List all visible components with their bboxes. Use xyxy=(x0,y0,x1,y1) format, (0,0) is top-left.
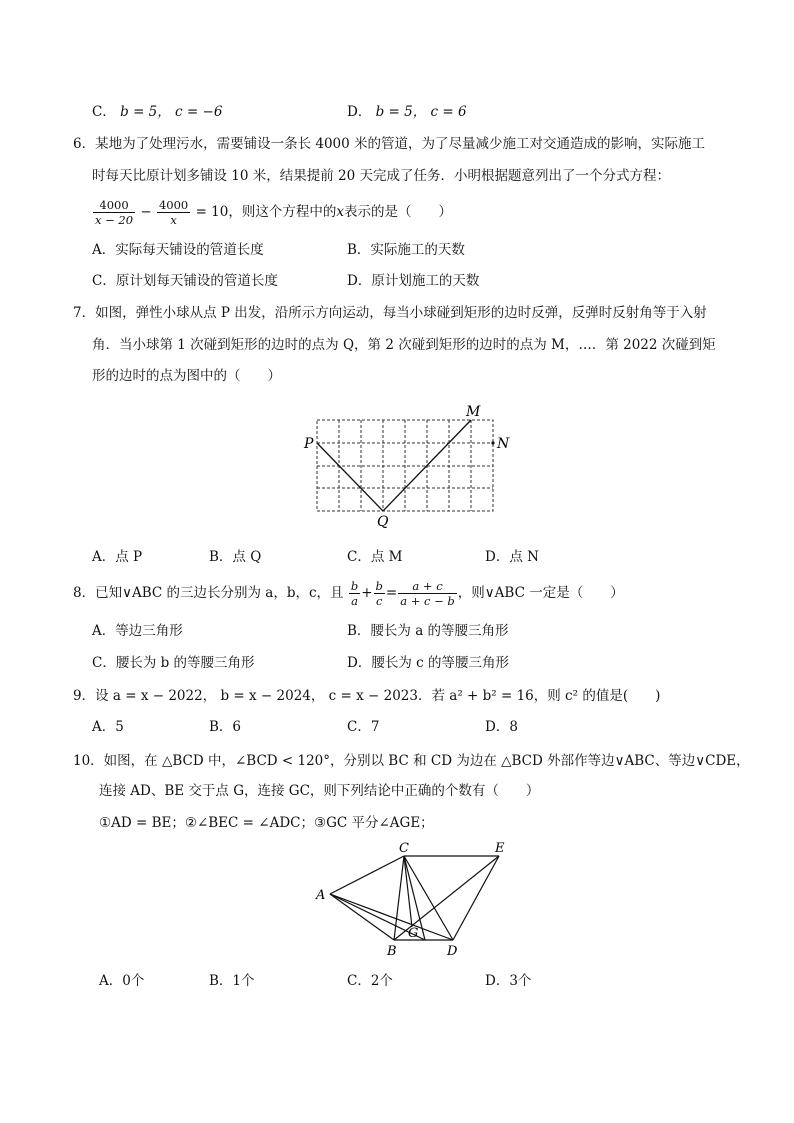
q6-option-d: D．原计划施工的天数 xyxy=(347,273,480,289)
q8-fraction-1 xyxy=(349,579,360,608)
q6-fraction-2-den: x xyxy=(170,213,177,227)
q6-fraction-1-den: x − 20 xyxy=(95,213,134,227)
q10-statements: ①AD = BE；②∠BEC = ∠ADC；③GC 平分∠AGE； xyxy=(99,815,434,831)
q8-stem-part2: ，则∨ABC 一定是（ ） xyxy=(457,585,624,601)
q7-label-q: Q xyxy=(377,514,389,530)
q8-stem-part1: 8．已知∨ABC 的三边长分别为 a，b，c，且 xyxy=(73,585,344,601)
q8-fraction-2-den: c xyxy=(376,594,383,608)
q8-fraction-1-num: b xyxy=(350,579,359,593)
q8-equals: = xyxy=(385,585,398,601)
q10-label-a: A xyxy=(316,888,326,903)
q6-option-a: A．实际每天铺设的管道长度 xyxy=(92,242,264,258)
q9-option-d: D．8 xyxy=(485,719,518,735)
q6-fraction-2 xyxy=(157,198,190,227)
q7-label-p: P xyxy=(304,436,314,452)
q5-option-c xyxy=(92,102,222,122)
q8-fraction-3 xyxy=(398,579,457,608)
q5-option-d xyxy=(347,102,467,122)
q7-stem-line1: 7．如图，弹性小球从点 P 出发，沿所示方向运动，每当小球碰到矩形的边时反弹，反弹时反射角等于入射 xyxy=(73,305,707,321)
q7-stem-line2: 角．当小球第 1 次碰到矩形的边时的点为 Q，第 2 次碰到矩形的边时的点为 M，…．第 2022 次碰到矩 xyxy=(92,337,716,353)
q9-option-c: C．7 xyxy=(347,719,380,735)
q5-option-d-letter: D． xyxy=(347,104,372,120)
q9-option-a: A．5 xyxy=(92,719,124,735)
q7-point-n-dot xyxy=(491,441,494,444)
q8-fraction-2-num: b xyxy=(375,579,383,593)
q7-label-n: N xyxy=(497,436,510,452)
q10-label-b: B xyxy=(387,944,397,959)
q7-option-a: A．点 P xyxy=(92,549,143,565)
q7-option-d: D．点 N xyxy=(485,549,539,565)
q6-stem-line1: 6．某地为了处理污水，需要铺设一条长 4000 米的管道，为了尽量减少施工对交通造成的影响，实际施工 xyxy=(73,136,706,152)
q7-option-b: B．点 Q xyxy=(209,549,262,565)
q6-option-c: C．原计划每天铺设的管道长度 xyxy=(92,273,278,289)
q5-option-c-letter: C． xyxy=(92,104,116,120)
q6-minus: − xyxy=(140,204,152,220)
q8-fraction-3-den: a + c − b xyxy=(400,594,455,608)
q10-option-a: A．0个 xyxy=(99,973,145,989)
q6-option-b: B．实际施工的天数 xyxy=(347,242,465,258)
q6-fraction-1 xyxy=(93,198,135,227)
q6-fraction-2-num: 4000 xyxy=(158,198,189,212)
q8-option-b: B．腰长为 a 的等腰三角形 xyxy=(347,623,509,639)
q8-option-d: D．腰长为 c 的等腰三角形 xyxy=(347,655,509,671)
q6-stem-line2: 时每天比原计划多铺设 10 米，结果提前 20 天完成了任务．小明根据题意列出了一个分式方程： xyxy=(92,168,671,184)
q9-option-b: B．6 xyxy=(209,719,242,735)
q10-option-b: B．1个 xyxy=(209,973,255,989)
q6-equation-tail: = 10，则这个方程中的 xyxy=(195,204,337,220)
q8-stem xyxy=(73,576,624,610)
q7-figure-grid xyxy=(295,400,520,530)
q6-equation xyxy=(92,195,452,229)
q8-option-c: C．腰长为 b 的等腰三角形 xyxy=(92,655,255,671)
q10-figure-triangles xyxy=(305,838,520,963)
q5-option-c-text: b = 5， c = −6 xyxy=(120,104,223,120)
q10-label-e: E xyxy=(495,841,505,856)
q10-label-c: C xyxy=(399,841,409,856)
q5-option-d-text: b = 5， c = 6 xyxy=(375,104,467,120)
q8-fraction-2 xyxy=(374,579,385,608)
q10-stem-line2: 连接 AD、BE 交于点 G，连接 GC，则下列结论中正确的个数有（ ） xyxy=(99,783,540,799)
q8-plus: + xyxy=(361,585,373,601)
q9-stem: 9．设 a = x − 2022， b = x − 2024， c = x − 2023．若 a² + b² = 16，则 c² 的值是( ) xyxy=(73,688,661,704)
q10-stem-line1: 10．如图，在 △BCD 中，∠BCD < 120°，分别以 BC 和 CD 为边在 △BCD 外部作等边∨ABC、等边∨CDE， xyxy=(73,753,750,769)
q7-option-c: C．点 M xyxy=(347,549,403,565)
q10-label-d: D xyxy=(447,944,458,959)
q6-fraction-1-num: 4000 xyxy=(93,198,135,213)
q10-option-d: D．3个 xyxy=(485,973,532,989)
q10-option-c: C．2个 xyxy=(347,973,393,989)
q8-fraction-1-den: a xyxy=(351,594,358,608)
q6-equation-tail2: 表示的是（ ） xyxy=(343,204,452,220)
q10-label-g: G xyxy=(408,926,419,941)
q7-label-m: M xyxy=(466,404,481,420)
q8-fraction-3-num: a + c xyxy=(398,579,457,594)
q8-option-a: A．等边三角形 xyxy=(92,623,183,639)
q7-grid-lines xyxy=(317,420,493,511)
q6-variable: x xyxy=(336,204,344,220)
q7-stem-line3: 形的边时的点为图中的（ ） xyxy=(92,368,281,384)
